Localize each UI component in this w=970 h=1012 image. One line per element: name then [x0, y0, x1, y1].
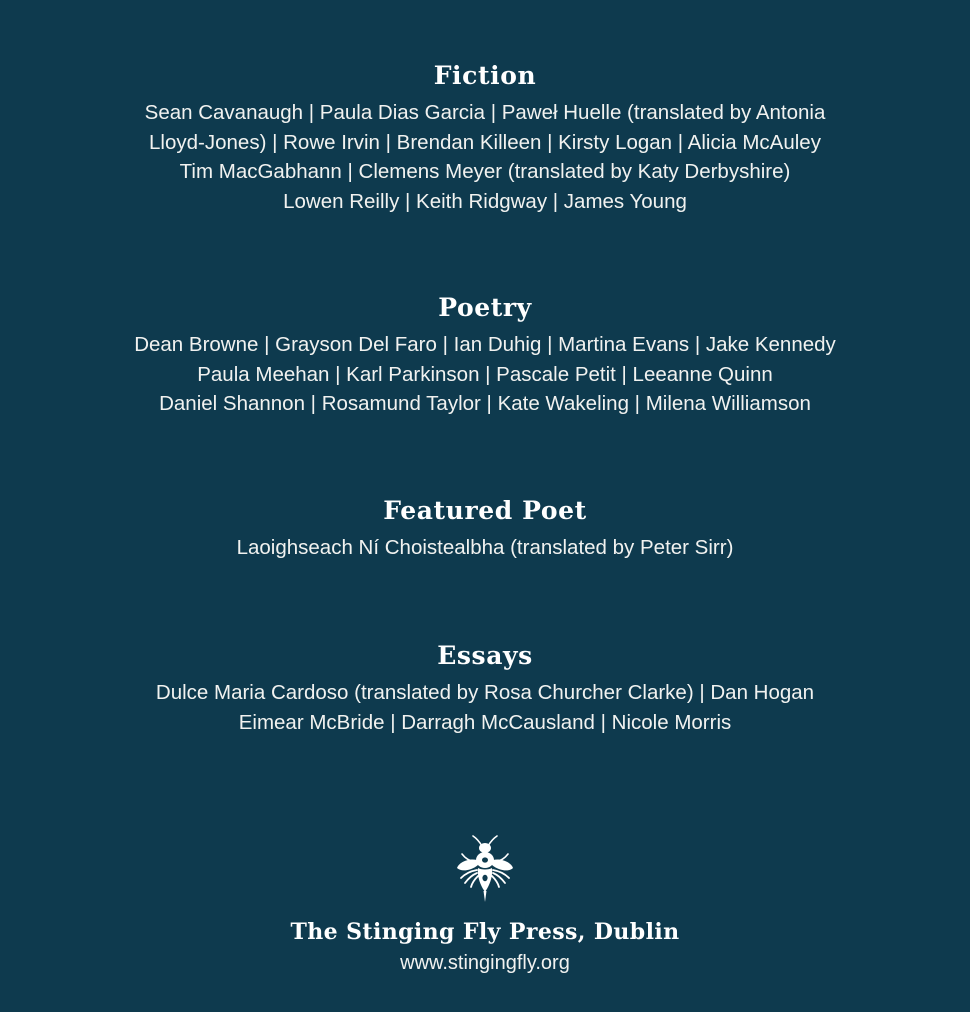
contributor-list [0, 330, 970, 419]
website-link[interactable]: www.stingingfly.org [400, 952, 570, 974]
contributor-line: Daniel Shannon | Rosamund Taylor | Kate Wakeling | Milena Williamson [159, 392, 811, 416]
section-title: Essays [437, 641, 533, 670]
contributor-line: Dulce Maria Cardoso (translated by Rosa Churcher Clarke) | Dan Hogan [155, 681, 815, 704]
essays-section [0, 640, 970, 737]
contributor-line: Sean Cavanaugh | Paula Dias Garcia | Paweł Huelle (translated by Antonia [144, 101, 826, 124]
contributor-line: Laoighseach Ní Choistealbha (translated by Peter Sirr) [236, 536, 734, 559]
section-title: Fiction [433, 61, 537, 90]
section-title: Poetry [438, 293, 532, 322]
contributor-line: Eimear McBride | Darragh McCausland | Nicole Morris [238, 710, 732, 734]
contributor-list [0, 98, 970, 217]
contributor-list [0, 678, 970, 737]
fiction-section [0, 60, 970, 217]
section-title: Featured Poet [383, 496, 587, 525]
publisher-name: The Stinging Fly Press, Dublin [290, 919, 680, 945]
contributor-line: Tim MacGabhann | Clemens Meyer (translated by Katy Derbyshire) [179, 160, 791, 184]
contributor-list [0, 533, 970, 563]
contributor-line: Dean Browne | Grayson Del Faro | Ian Duhig | Martina Evans | Jake Kennedy [134, 333, 836, 356]
featured-poet-section [0, 495, 970, 563]
poetry-section [0, 292, 970, 419]
stinging-fly-icon [447, 834, 523, 904]
contributor-line: Lowen Reilly | Keith Ridgway | James Young [283, 190, 687, 214]
contributor-line: Paula Meehan | Karl Parkinson | Pascale Petit | Leeanne Quinn [197, 362, 773, 386]
contributor-line: Lloyd-Jones) | Rowe Irvin | Brendan Killeen | Kirsty Logan | Alicia McAuley [149, 130, 821, 154]
publisher-footer [0, 834, 970, 977]
